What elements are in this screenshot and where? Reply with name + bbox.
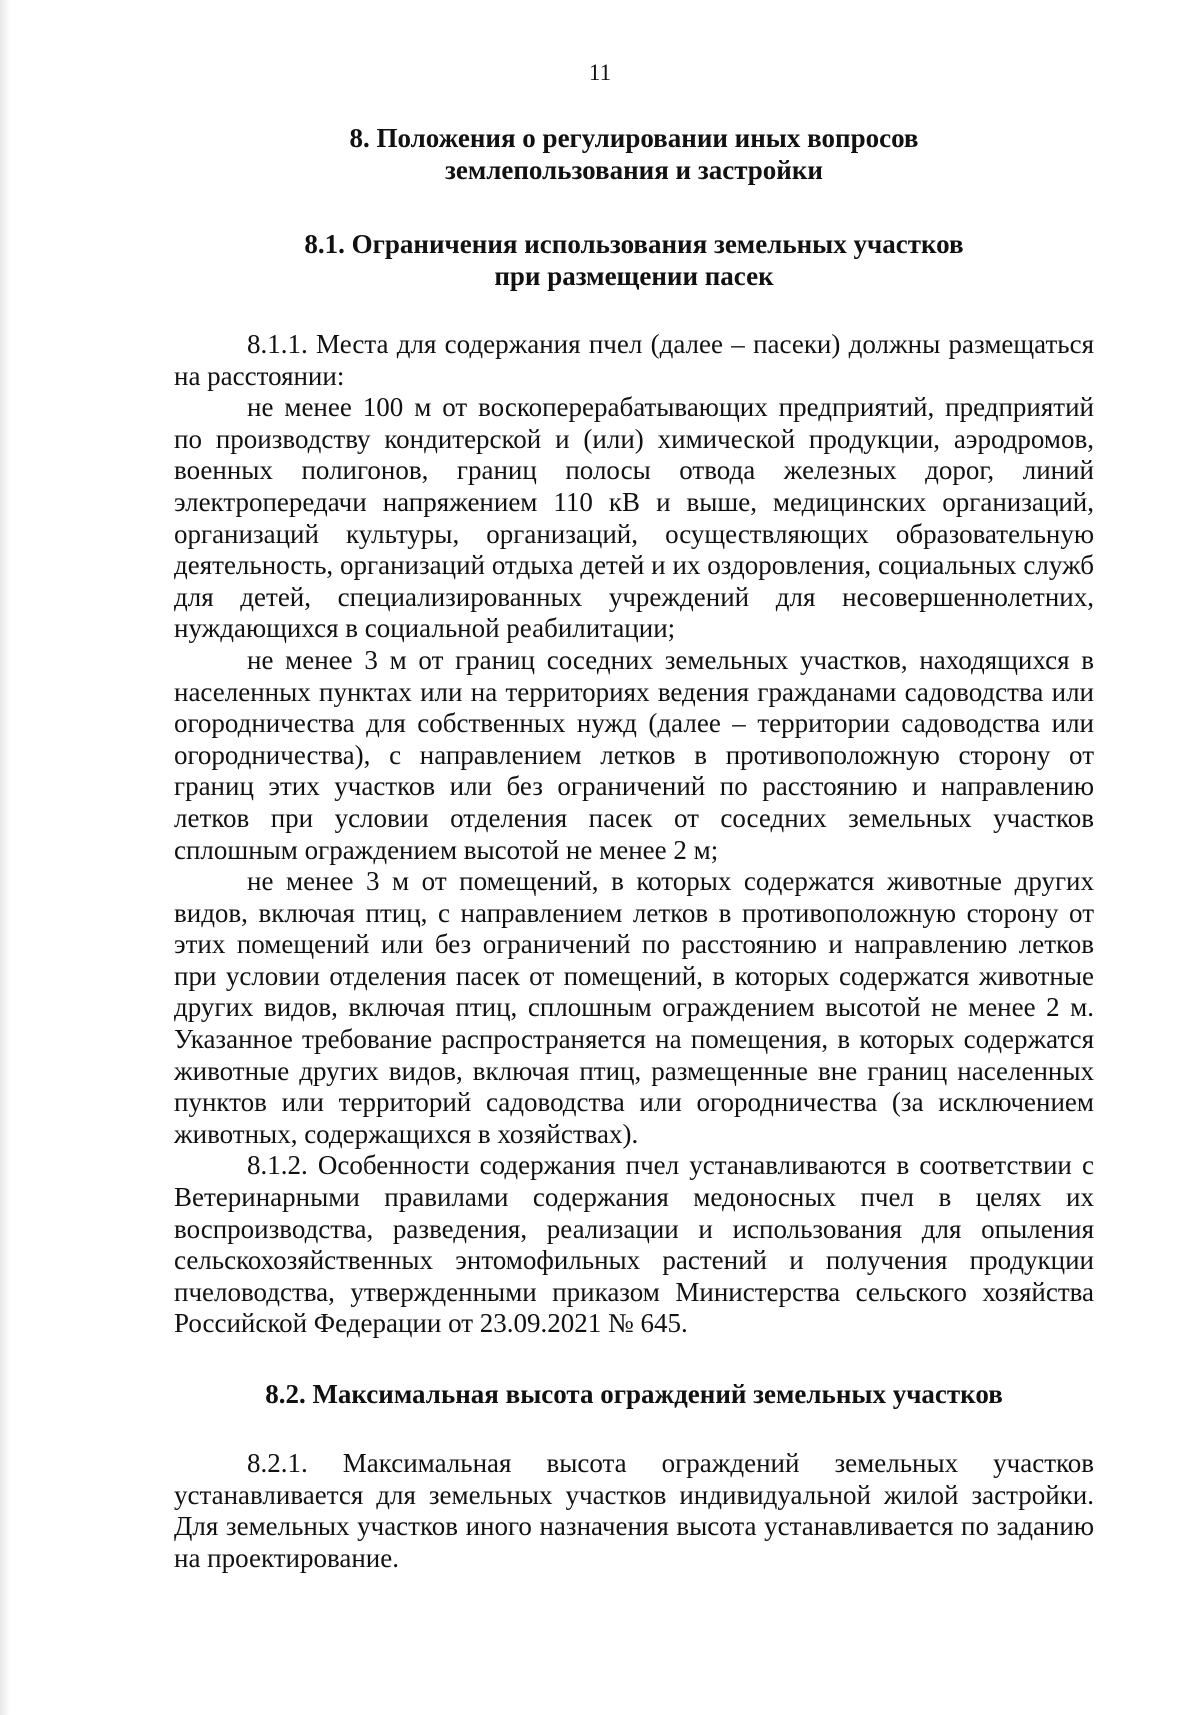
page-number: 11	[588, 60, 612, 85]
section-8-2-heading-line-1: 8.2. Максимальная высота ограждений земельных участков	[265, 1379, 1003, 1409]
scan-edge-shadow	[0, 0, 10, 1715]
paragraph-distance-3m-land: не менее 3 м от границ соседних земельных участков, находящихся в населенных пунктах или на территориях ведения гражданами садоводства или огородничества для собственных нужд (далее – территории садоводства или огородничества), с направлением летков в противоположную сторону от границ этих участков или без ограничений по расстоянию и направлению летков при условии отделения пасек от соседних земельных участков сплошным ограждением высотой не менее 2 м;	[174, 644, 1094, 865]
document-body	[174, 122, 1094, 1574]
paragraph-8-2-1: 8.2.1. Максимальная высота ограждений земельных участков устанавливается для земельных участков индивидуальной жилой застройки. Для земельных участков иного назначения высота устанавливается по заданию на проектирование.	[174, 1448, 1094, 1573]
paragraph-8-1-2: 8.1.2. Особенности содержания пчел устанавливаются в соответствии с Ветеринарными правилами содержания медоносных пчел в целях их воспроизводства, разведения, реализации и использования для опыления сельскохозяйственных энтомофильных растений и получения продукции пчеловодства, утвержденными приказом Министерства сельского хозяйства Российской Федерации от 23.09.2021 № 645.	[174, 1150, 1094, 1339]
section-8-heading-line-2: землепользования и застройки	[445, 155, 823, 185]
section-8-1-heading-line-1: 8.1. Ограничения использования земельных участков	[304, 229, 964, 259]
section-8-1-heading-line-2: при размещении пасек	[494, 261, 774, 291]
paragraph-8-1-1: 8.1.1. Места для содержания пчел (далее – пасеки) должны размещаться на расстоянии:	[174, 329, 1094, 391]
section-8-heading	[174, 122, 1094, 186]
section-8-2-heading	[174, 1378, 1094, 1410]
paragraph-distance-3m-premises: не менее 3 м от помещений, в которых содержатся животные других видов, включая птиц, с направлением летков в противоположную сторону от этих помещений или без ограничений по расстоянию и направлению летков при условии отделения пасек от помещений, в которых содержатся животные других видов, включая птиц, сплошным ограждением высотой не менее 2 м. Указанное требование распространяется на помещения, в которых содержатся животные других видов, включая птиц, размещенные вне границ населенных пунктов или территорий садоводства или огородничества (за исключением животных, содержащихся в хозяйствах).	[174, 866, 1094, 1149]
section-8-1-heading	[174, 228, 1094, 292]
paragraph-distance-100m: не менее 100 м от воскоперерабатывающих предприятий, предприятий по производству кондитерской и (или) химической продукции, аэродромов, военных полигонов, границ полосы отвода железных дорог, линий электропередачи напряжением 110 кВ и выше, медицинских организаций, организаций культуры, организаций, осуществляющих образовательную деятельность, организаций отдыха детей и их оздоровления, социальных служб для детей, специализированных учреждений для несовершеннолетних, нуждающихся в социальной реабилитации;	[174, 392, 1094, 644]
section-8-heading-line-1: 8. Положения о регулировании иных вопросов	[349, 123, 919, 153]
